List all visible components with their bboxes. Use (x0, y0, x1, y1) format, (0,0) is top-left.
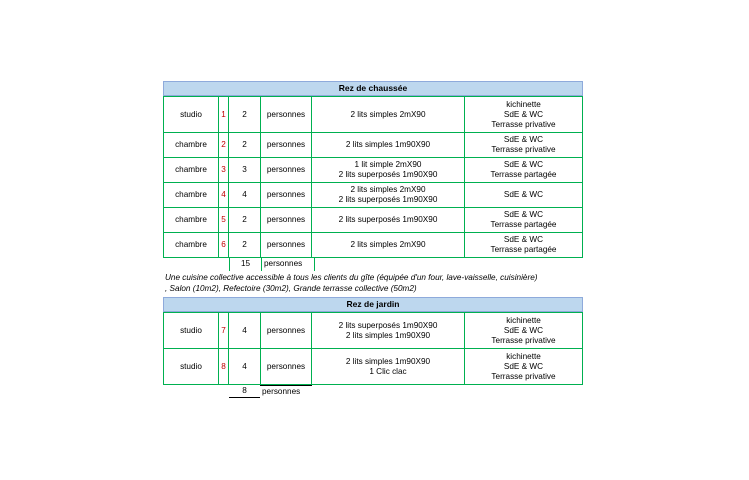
room-persons-label: personnes (261, 158, 312, 182)
room-row (163, 233, 583, 258)
room-amenities-line: Terrasse privative (491, 119, 556, 129)
section1-rows (163, 96, 583, 258)
room-beds (312, 233, 465, 257)
room-beds-line: 2 lits simples 2mX90 (350, 185, 426, 194)
note-line-1: Une cuisine collective accessible à tous les clients du gîte (équipée d'un four, lave-vaisselle, cuisinière) (165, 273, 538, 282)
accommodation-table (163, 81, 583, 398)
room-beds-line: 2 lits superposés 1m90X90 (338, 215, 438, 224)
section-header-rez-de-chaussee: Rez de chaussée (163, 81, 583, 96)
room-amenities-line: kichinette (506, 351, 541, 361)
room-amenities-line: SdE & WC (503, 135, 544, 144)
room-capacity: 2 (229, 133, 261, 157)
room-amenities (465, 97, 583, 132)
section2-total-label: personnes (260, 385, 312, 398)
room-amenities-line: SdE & WC (503, 235, 544, 244)
room-number: 3 (219, 158, 229, 182)
room-persons-label: personnes (261, 233, 312, 257)
room-amenities-line: Terrasse privative (491, 371, 556, 381)
room-amenities-line: Terrasse privative (491, 335, 556, 345)
room-beds (312, 158, 465, 182)
room-persons-label: personnes (261, 183, 312, 207)
section2-rows (163, 312, 583, 385)
room-amenities (465, 158, 583, 182)
room-persons-label: personnes (261, 313, 312, 348)
room-beds-line: 2 lits superposés 1m90X90 (338, 170, 438, 179)
room-amenities-line: Terrasse privative (491, 145, 556, 154)
room-type: chambre (164, 233, 219, 257)
room-amenities-line: SdE & WC (503, 160, 544, 169)
room-capacity: 4 (229, 183, 261, 207)
room-amenities-line: SdE & WC (503, 210, 544, 219)
room-number: 8 (219, 349, 229, 384)
room-amenities-line: Terrasse partagée (490, 245, 557, 254)
section1-total-label: personnes (261, 258, 315, 271)
room-beds-line: 2 lits superposés 1m90X90 (338, 320, 438, 330)
room-beds-line: 2 lits simples 1m90X90 (345, 356, 431, 366)
room-amenities-line: kichinette (506, 315, 541, 325)
room-capacity: 2 (229, 208, 261, 232)
room-type: chambre (164, 208, 219, 232)
room-amenities (465, 208, 583, 232)
room-capacity: 3 (229, 158, 261, 182)
room-amenities (465, 313, 583, 348)
room-number: 6 (219, 233, 229, 257)
room-number: 7 (219, 313, 229, 348)
room-beds-line: 2 lits simples 2mX90 (350, 240, 426, 249)
room-row (163, 158, 583, 183)
note-line-2: , Salon (10m2), Refectoire (30m2), Grande terrasse collective (50m2) (165, 284, 417, 293)
room-type: chambre (164, 133, 219, 157)
room-type: studio (164, 313, 219, 348)
section2-total-count: 8 (229, 385, 260, 398)
room-amenities (465, 233, 583, 257)
room-type: studio (164, 349, 219, 384)
room-amenities-line: SdE & WC (503, 190, 544, 199)
room-number: 2 (219, 133, 229, 157)
room-beds (312, 349, 465, 384)
room-row (163, 183, 583, 208)
room-row (163, 133, 583, 158)
room-amenities-line: SdE & WC (503, 109, 544, 119)
room-amenities (465, 183, 583, 207)
room-persons-label: personnes (261, 133, 312, 157)
section1-total-row (163, 258, 583, 271)
section1-total-count: 15 (229, 258, 261, 271)
section-header-rez-de-jardin: Rez de jardin (163, 297, 583, 312)
room-beds-line: 2 lits simples 1m90X90 (345, 330, 431, 340)
room-amenities-line: SdE & WC (503, 361, 544, 371)
room-number: 5 (219, 208, 229, 232)
room-row (163, 97, 583, 133)
room-capacity: 4 (229, 349, 261, 384)
room-amenities (465, 133, 583, 157)
room-beds (312, 97, 465, 132)
room-row (163, 349, 583, 385)
room-type: chambre (164, 158, 219, 182)
room-amenities (465, 349, 583, 384)
room-beds-line: 1 lit simple 2mX90 (354, 160, 422, 169)
room-number: 4 (219, 183, 229, 207)
room-beds-line: 2 lits simples 1m90X90 (345, 140, 431, 149)
room-beds (312, 208, 465, 232)
room-persons-label: personnes (261, 97, 312, 132)
room-beds (312, 133, 465, 157)
room-amenities-line: kichinette (506, 99, 541, 109)
room-beds (312, 183, 465, 207)
room-beds-line: 1 Clic clac (369, 366, 407, 376)
room-amenities-line: SdE & WC (503, 325, 544, 335)
section2-total-row (163, 385, 583, 398)
room-capacity: 2 (229, 97, 261, 132)
room-row (163, 313, 583, 349)
room-amenities-line: Terrasse partagée (490, 170, 557, 179)
room-number: 1 (219, 97, 229, 132)
room-type: studio (164, 97, 219, 132)
room-persons-label: personnes (261, 208, 312, 232)
room-beds-line: 2 lits superposés 1m90X90 (338, 195, 438, 204)
room-type: chambre (164, 183, 219, 207)
room-capacity: 2 (229, 233, 261, 257)
room-beds (312, 313, 465, 348)
room-persons-label: personnes (261, 349, 312, 384)
shared-facilities-note (163, 271, 583, 297)
room-row (163, 208, 583, 233)
room-capacity: 4 (229, 313, 261, 348)
room-amenities-line: Terrasse partagée (490, 220, 557, 229)
room-beds-line: 2 lits simples 2mX90 (350, 109, 426, 119)
